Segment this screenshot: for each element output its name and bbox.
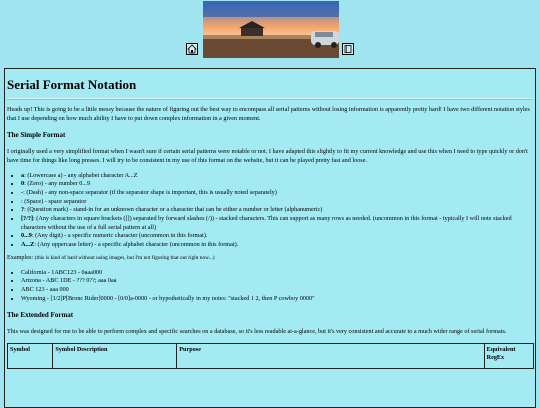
col-symbol: Symbol	[8, 343, 53, 368]
list-item: • California - 1ABC123 - 0aaa000	[21, 269, 531, 278]
symbol-list	[7, 172, 531, 250]
prairie-car-photo	[203, 1, 339, 58]
list-item: • -: (Dash) - any non-space separator (if the separator shape is important, this is usually noted separately)	[21, 189, 531, 198]
list-item: • ABC 123 - aaa 000	[21, 286, 531, 295]
home-icon	[187, 44, 197, 54]
simple-format-heading: The Simple Format	[7, 131, 66, 140]
list-item: • 0...9: (Any digit) - a specific numeric character (uncommon in this format).	[21, 232, 531, 241]
list-item: • 0: (Zero) - any number 0...9	[21, 180, 531, 189]
intro-paragraph: Heads up! This is going to be a little messy because the nature of figuring out the best way to encompass all serial patterns without losing information is apparently pretty hard! I have two different notation styles that I use depending on how much ability I have to put down complex information in a given moment.	[7, 106, 530, 122]
home-button[interactable]	[186, 43, 198, 55]
header-banner-image	[203, 1, 339, 58]
extended-format-intro: This was designed for me to be able to perform complex and specific searches on a database, so it's less readable at-a-glance, but it's very consistent and accurate to a much wider range of serial formats.	[7, 328, 507, 336]
page-title: Serial Format Notation	[7, 77, 137, 92]
extended-format-heading: The Extended Format	[7, 311, 74, 320]
list-item: • : (Space) - space separator	[21, 198, 531, 207]
col-equivalent-regex: Equivalent RegEx	[484, 343, 533, 368]
col-purpose: Purpose	[177, 343, 484, 368]
examples-label: Examples: (this is kind of hard without using images, but I'm not figuring that out right now...)	[7, 253, 215, 261]
list-item: • [?/?]: (Any characters in square brackets ([]) separated by forward slashes (/)) - stacked characters. This can support as many rows as needed. (uncommon in this format - typically I will note stacked characters without the use of a full serial pattern at all)	[21, 215, 531, 232]
list-item: • ?: (Question mark) - stand-in for an unknown character or a character that can be either a number or letter (alphanumeric)	[21, 206, 531, 215]
col-symbol-description: Symbol Description	[53, 343, 177, 368]
list-item: • a: (Lowercase a) - any alphabet character A...Z	[21, 172, 531, 181]
content-panel	[4, 68, 536, 408]
table-header-row	[8, 343, 534, 368]
list-item: • Wyoming - [1/2]P[Bronc Rider]0000 - [0/0]a-0000 - or hypothetically in my notes: "stacked 1 2, then P cowboy 0000"	[21, 295, 531, 304]
list-item: • A...Z: (Any uppercase letter) - a specific alphabet character (uncommon in this format).	[21, 241, 531, 250]
examples-note: (this is kind of hard without using images, but I'm not figuring that out right now...)	[34, 254, 215, 261]
book-button[interactable]	[342, 43, 354, 55]
examples-list	[7, 269, 531, 304]
list-item: • Arizona - ABC 1DE - ??? 0??; aaa 0aa	[21, 277, 531, 286]
article-body	[7, 106, 531, 369]
book-icon	[343, 44, 353, 54]
extended-format-table	[7, 343, 534, 369]
simple-format-intro: I originally used a very simplified format when I wasn't sure if certain serial patterns were notable or not. I have adapted this slightly to fit my current knowledge and use this when I need to type quickly or don't have time for things like long presses. I will try to be consistent in my use of this format on the website, but it can be played pretty fast and loose.	[7, 148, 528, 164]
title-divider	[7, 98, 533, 100]
